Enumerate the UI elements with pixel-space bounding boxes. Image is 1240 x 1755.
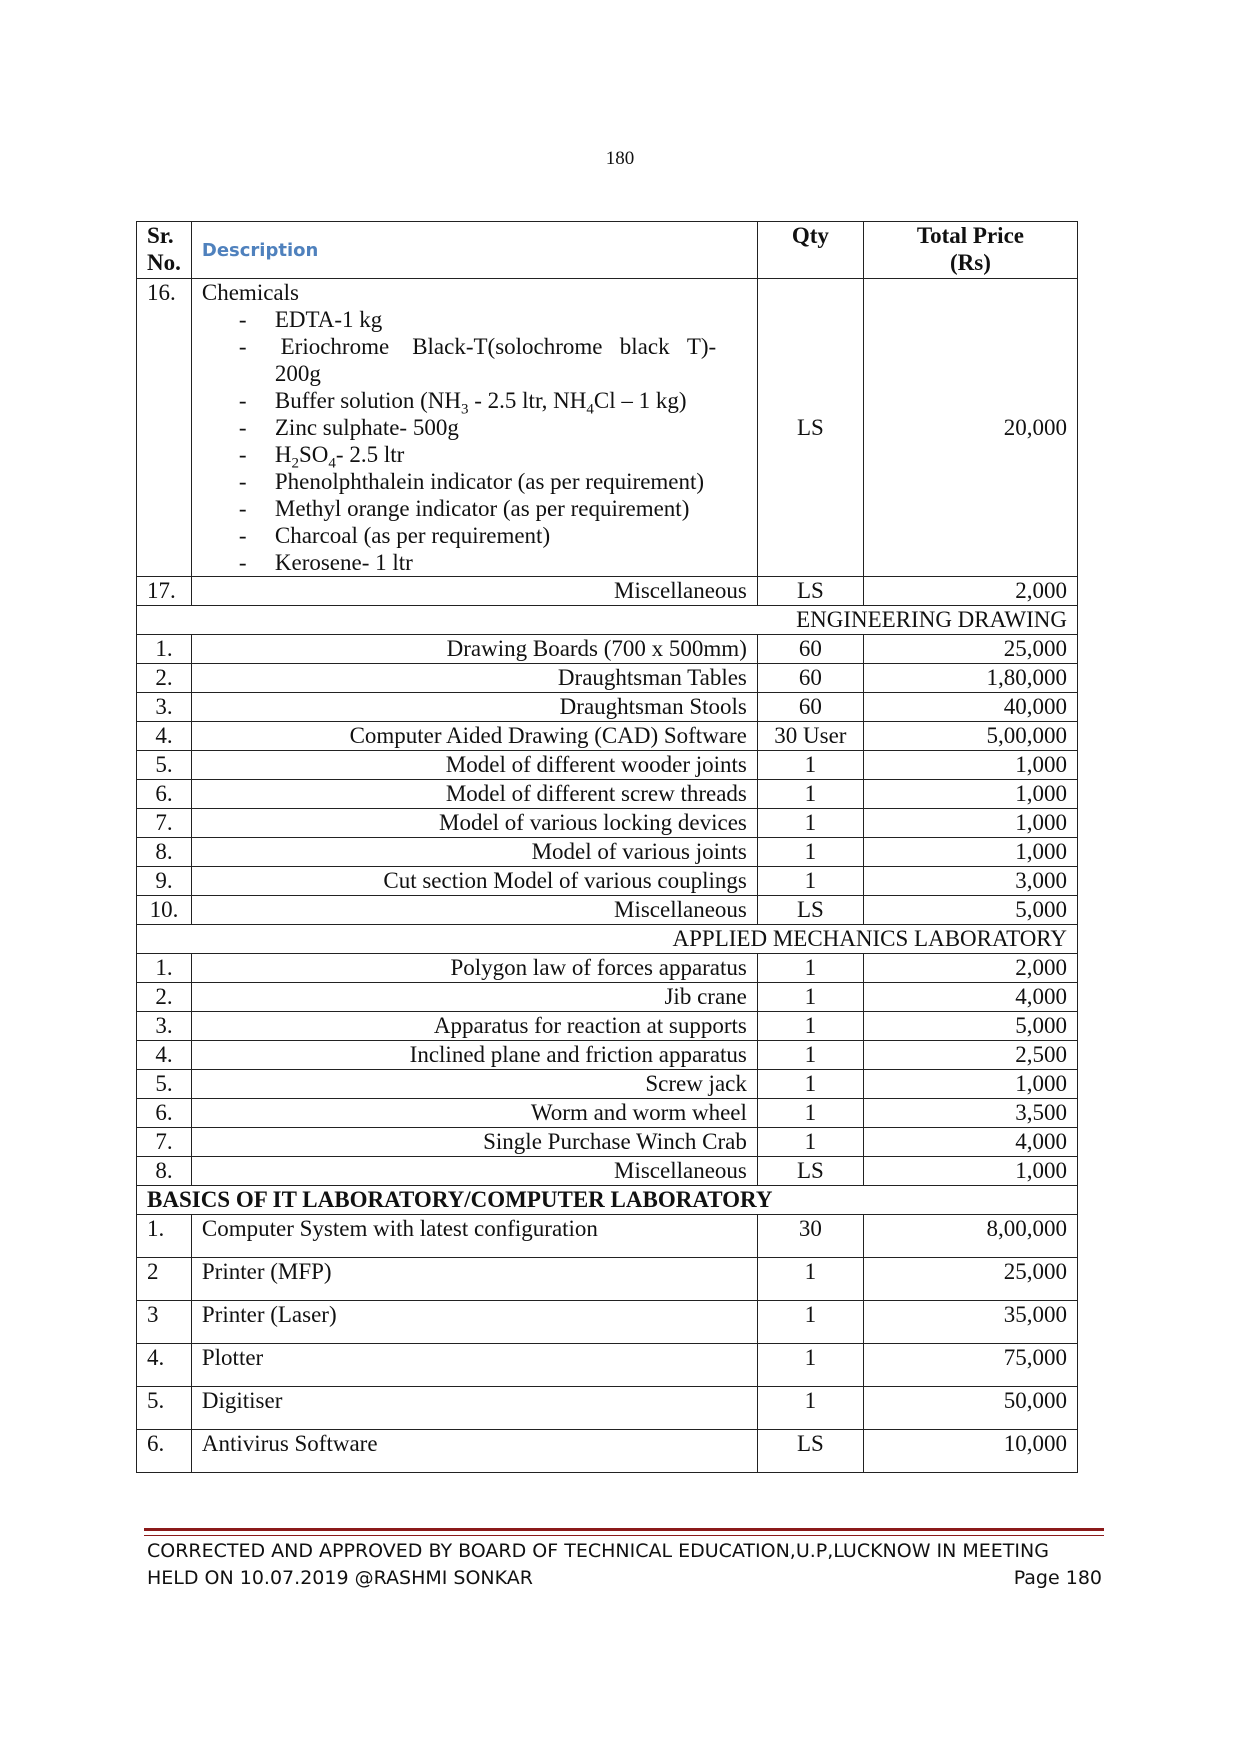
price-cell: 25,000: [863, 635, 1077, 664]
description-cell: Draughtsman Stools: [191, 693, 757, 722]
chemical-item: - Kerosene- 1 ltr: [238, 550, 413, 575]
sr-cell: 17.: [137, 577, 192, 606]
sr-cell: 5.: [137, 1387, 192, 1430]
table-row: [137, 838, 1078, 867]
chemical-item: - Phenolphthalein indicator (as per requirement): [238, 469, 705, 494]
table-row: [137, 867, 1078, 896]
qty-cell: 1: [757, 954, 863, 983]
description-cell: Printer (MFP): [191, 1258, 757, 1301]
qty-cell: LS: [757, 896, 863, 925]
sr-cell: 7.: [137, 1128, 192, 1157]
price-cell: 40,000: [863, 693, 1077, 722]
qty-cell: 1: [757, 1012, 863, 1041]
price-cell: 5,00,000: [863, 722, 1077, 751]
description-cell: Inclined plane and friction apparatus: [191, 1041, 757, 1070]
qty-cell: 1: [757, 1387, 863, 1430]
price-cell: 1,80,000: [863, 664, 1077, 693]
table-row: [137, 1128, 1078, 1157]
price-cell: 5,000: [863, 896, 1077, 925]
qty-cell: 1: [757, 751, 863, 780]
price-cell: 3,500: [863, 1099, 1077, 1128]
table-row: [137, 1387, 1078, 1430]
footer-line-1: CORRECTED AND APPROVED BY BOARD OF TECHNICAL EDUCATION,U.P,LUCKNOW IN MEETING: [147, 1540, 1049, 1562]
footer-line-2: HELD ON 10.07.2019 @RASHMI SONKAR: [147, 1567, 533, 1589]
section-title: ENGINEERING DRAWING: [137, 606, 1078, 635]
table-row: [137, 1099, 1078, 1128]
table-header-row: [137, 222, 1078, 279]
description-cell: Draughtsman Tables: [191, 664, 757, 693]
description-cell: Miscellaneous: [191, 1157, 757, 1186]
section-title: BASICS OF IT LABORATORY/COMPUTER LABORATORY: [137, 1186, 1078, 1215]
table-row: [137, 635, 1078, 664]
chemical-item: - Buffer solution ($NH_3 - 2.5$ ltr, $NH_4Cl - 1$ kg): [238, 388, 687, 418]
table-row: [137, 1012, 1078, 1041]
sr-cell: 2.: [137, 983, 192, 1012]
qty-cell: 60: [757, 635, 863, 664]
price-cell: 25,000: [863, 1258, 1077, 1301]
description-cell: Cut section Model of various couplings: [191, 867, 757, 896]
qty-cell: 60: [757, 693, 863, 722]
price-cell: 1,000: [863, 1070, 1077, 1099]
header-description: Description: [191, 222, 757, 279]
description-cell: Digitiser: [191, 1387, 757, 1430]
chemical-item: - EDTA-1 kg: [238, 307, 383, 332]
sr-cell: 1.: [137, 1215, 192, 1258]
sr-cell: 7.: [137, 809, 192, 838]
chemical-item: - $H_2SO_4-$ 2.5 ltr: [238, 442, 405, 472]
qty-cell: 1: [757, 838, 863, 867]
qty-cell: LS: [757, 279, 863, 577]
sr-cell: 8.: [137, 838, 192, 867]
qty-cell: 30 User: [757, 722, 863, 751]
chemicals-title: Chemicals: [201, 280, 299, 305]
description-cell: Miscellaneous: [191, 577, 757, 606]
sr-cell: 4.: [137, 1041, 192, 1070]
qty-cell: 60: [757, 664, 863, 693]
chemical-item: - Charcoal (as per requirement): [238, 523, 551, 548]
qty-cell: 1: [757, 1301, 863, 1344]
table-row: [137, 896, 1078, 925]
price-cell: 2,000: [863, 954, 1077, 983]
footer-page-number: Page 180: [1013, 1567, 1102, 1589]
sr-cell: 10.: [137, 896, 192, 925]
page-number-top: 180: [605, 148, 635, 169]
table-row: [137, 1344, 1078, 1387]
description-cell: Screw jack: [191, 1070, 757, 1099]
qty-cell: LS: [757, 1157, 863, 1186]
description-cell: Drawing Boards (700 x 500mm): [191, 635, 757, 664]
description-cell: Worm and worm wheel: [191, 1099, 757, 1128]
table-row: [137, 693, 1078, 722]
sr-cell: 2: [137, 1258, 192, 1301]
sr-cell: 3.: [137, 693, 192, 722]
price-cell: 4,000: [863, 1128, 1077, 1157]
section-title: APPLIED MECHANICS LABORATORY: [137, 925, 1078, 954]
description-cell: Printer (Laser): [191, 1301, 757, 1344]
qty-cell: 1: [757, 1258, 863, 1301]
section-it-lab: [137, 1186, 1078, 1215]
description-cell: Model of various joints: [191, 838, 757, 867]
sr-cell: 5.: [137, 1070, 192, 1099]
description-cell: Model of various locking devices: [191, 809, 757, 838]
equipment-table: [136, 221, 1078, 1473]
qty-cell: 1: [757, 809, 863, 838]
sr-cell: 1.: [137, 635, 192, 664]
sr-cell: 9.: [137, 867, 192, 896]
table-row: [137, 722, 1078, 751]
chemical-item: - Zinc sulphate- 500g: [238, 415, 459, 440]
table-row: [137, 1157, 1078, 1186]
sr-cell: 2.: [137, 664, 192, 693]
description-cell: Single Purchase Winch Crab: [191, 1128, 757, 1157]
price-cell: 8,00,000: [863, 1215, 1077, 1258]
description-cell: Jib crane: [191, 983, 757, 1012]
qty-cell: 1: [757, 1070, 863, 1099]
sr-cell: 16.: [137, 279, 192, 577]
price-cell: 1,000: [863, 809, 1077, 838]
price-cell: 1,000: [863, 838, 1077, 867]
chemicals-list: [202, 306, 747, 576]
price-cell: 1,000: [863, 780, 1077, 809]
price-cell: 20,000: [863, 279, 1077, 577]
table-row: [137, 751, 1078, 780]
price-cell: 2,500: [863, 1041, 1077, 1070]
header-sr-no: Sr. No.: [137, 222, 192, 279]
description-cell: Antivirus Software: [191, 1430, 757, 1473]
sr-cell: 6.: [137, 780, 192, 809]
price-cell: 10,000: [863, 1430, 1077, 1473]
chemicals-row: [137, 279, 1078, 577]
price-cell: 5,000: [863, 1012, 1077, 1041]
table-row: [137, 664, 1078, 693]
table-row: [137, 1215, 1078, 1258]
sr-cell: 5.: [137, 751, 192, 780]
section-engineering-drawing: [137, 606, 1078, 635]
table-row: [137, 809, 1078, 838]
description-cell: Apparatus for reaction at supports: [191, 1012, 757, 1041]
sr-cell: 3: [137, 1301, 192, 1344]
price-cell: 1,000: [863, 751, 1077, 780]
price-cell: 35,000: [863, 1301, 1077, 1344]
qty-cell: 1: [757, 983, 863, 1012]
description-cell: Computer Aided Drawing (CAD) Software: [191, 722, 757, 751]
table-row: [137, 1301, 1078, 1344]
qty-cell: 1: [757, 1128, 863, 1157]
price-cell: 2,000: [863, 577, 1077, 606]
table-row: [137, 1070, 1078, 1099]
footer: [147, 1538, 1102, 1592]
header-total-price: Total Price (Rs): [863, 222, 1077, 279]
chemical-item: - Eriochrome Black-T(solochrome black T)- 200g: [238, 334, 717, 386]
qty-cell: 1: [757, 780, 863, 809]
sr-cell: 8.: [137, 1157, 192, 1186]
table-row: [137, 577, 1078, 606]
sr-cell: 3.: [137, 1012, 192, 1041]
sr-cell: 6.: [137, 1099, 192, 1128]
table-row: [137, 954, 1078, 983]
description-cell: Miscellaneous: [191, 896, 757, 925]
qty-cell: 30: [757, 1215, 863, 1258]
price-cell: 50,000: [863, 1387, 1077, 1430]
qty-cell: 1: [757, 1344, 863, 1387]
table-row: [137, 780, 1078, 809]
price-cell: 4,000: [863, 983, 1077, 1012]
description-cell: Polygon law of forces apparatus: [191, 954, 757, 983]
description-cell: Model of different screw threads: [191, 780, 757, 809]
description-cell: Computer System with latest configuration: [191, 1215, 757, 1258]
chemicals-description: [191, 279, 757, 577]
price-cell: 1,000: [863, 1157, 1077, 1186]
footer-rule: [144, 1528, 1104, 1536]
table-row: [137, 1041, 1078, 1070]
sr-cell: 6.: [137, 1430, 192, 1473]
qty-cell: 1: [757, 1099, 863, 1128]
price-cell: 3,000: [863, 867, 1077, 896]
section-applied-mechanics: [137, 925, 1078, 954]
sr-cell: 4.: [137, 1344, 192, 1387]
qty-cell: LS: [757, 1430, 863, 1473]
qty-cell: 1: [757, 1041, 863, 1070]
qty-cell: LS: [757, 577, 863, 606]
table-row: [137, 983, 1078, 1012]
table-row: [137, 1258, 1078, 1301]
header-qty: Qty: [757, 222, 863, 279]
qty-cell: 1: [757, 867, 863, 896]
description-cell: Plotter: [191, 1344, 757, 1387]
sr-cell: 1.: [137, 954, 192, 983]
price-cell: 75,000: [863, 1344, 1077, 1387]
sr-cell: 4.: [137, 722, 192, 751]
table-row: [137, 1430, 1078, 1473]
description-cell: Model of different wooder joints: [191, 751, 757, 780]
chemical-item: - Methyl orange indicator (as per requirement): [238, 496, 690, 521]
